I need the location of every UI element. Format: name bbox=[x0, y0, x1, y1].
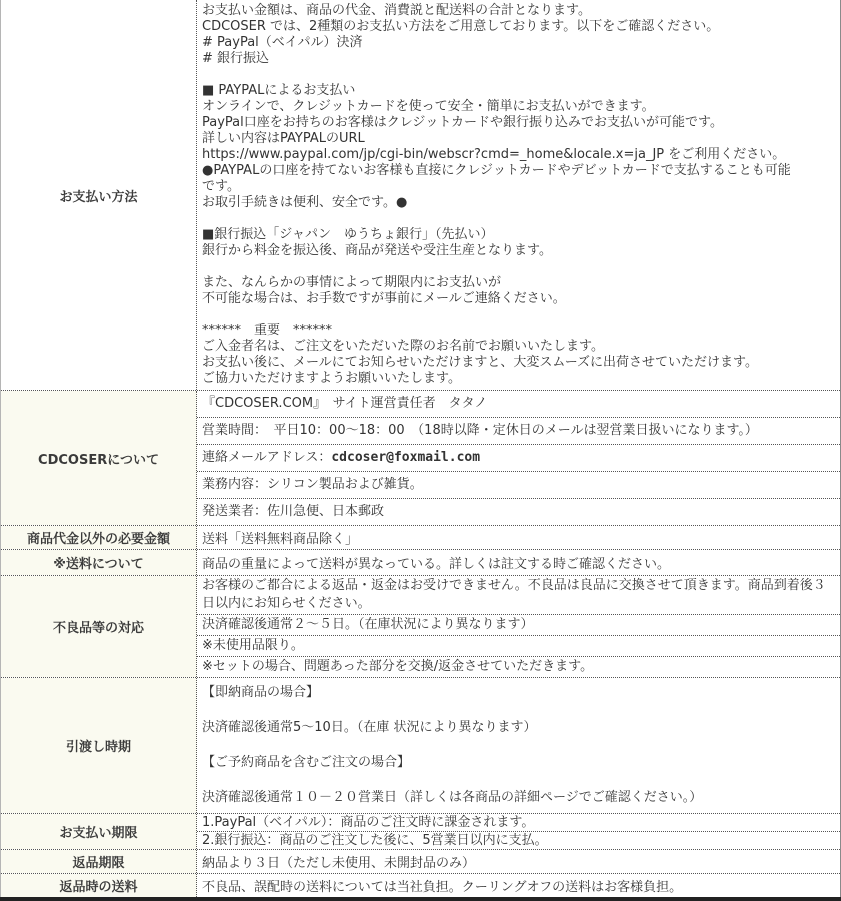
text-line bbox=[202, 737, 838, 755]
text-line: # 銀行振込 bbox=[202, 51, 270, 66]
text-line bbox=[202, 211, 838, 227]
text-line: また、なんらかの事情によって期限内にお支払いが bbox=[202, 275, 502, 290]
row-shipping-note bbox=[1, 549, 840, 575]
text-line: ■銀行振込「ジャパン ゆうちょ銀行」（先払い） bbox=[202, 227, 494, 242]
text-line: ご入金者名は、ご注文をいただいた際のお名前でお願いいたします。 bbox=[202, 339, 604, 354]
delivery-time-content bbox=[197, 678, 840, 813]
business-content-line: 業務内容：シリコン製品および雑貨。 bbox=[197, 471, 840, 498]
row-about-cdcoser bbox=[1, 390, 840, 525]
return-deadline-label: 返品期限 bbox=[1, 850, 197, 873]
shipping-note-content: 商品の重量によって送料が異なっている。詳しくは註文する時ご確認ください。 bbox=[202, 557, 671, 572]
text-line: ご協力いただけますようお願いいたします。 bbox=[202, 371, 461, 386]
text-line: 詳しい内容はPAYPALのURL bbox=[202, 131, 365, 146]
payment-deadline-label: お支払い期限 bbox=[1, 814, 197, 849]
payment-method-label: お支払い方法 bbox=[1, 0, 197, 390]
row-payment-method bbox=[1, 0, 840, 390]
text-line bbox=[202, 772, 838, 790]
defective-items-label: 不良品等の対応 bbox=[1, 576, 197, 677]
return-deadline-content: 納品より３日（ただし未使用、未開封品のみ） bbox=[202, 855, 476, 871]
payment-deadline-content bbox=[197, 814, 840, 849]
text-line: ■ PAYPALによるお支払い bbox=[202, 83, 356, 98]
payment-method-content bbox=[197, 0, 840, 390]
text-line: お支払い後に、メールにてお知らせいただけますと、大変スムーズに出荷させていただけます。 bbox=[202, 355, 759, 370]
text-line: 銀行から料金を振込後、商品が発送や受注生産となります。 bbox=[202, 243, 552, 258]
contact-email-address: cdcoser@foxmail.com bbox=[331, 450, 481, 465]
text-line: お客様のご都合による返品・返金はお受けできません。不良品は良品に交換させて頂きます。商品到着後３日以内にお知らせください。 bbox=[202, 578, 826, 611]
text-line bbox=[202, 259, 838, 275]
text-line: https://www.paypal.com/jp/cgi-bin/webscr?cmd=_home&locale.x=ja_JP をご利用ください。 bbox=[202, 147, 786, 162]
return-shipping-content: 不良品、誤配時の送料については当社負担。クーリングオフの送料はお客様負担。 bbox=[202, 879, 683, 895]
text-line: 【ご予約商品を含むご注文の場合】 bbox=[202, 755, 411, 770]
business-hours-line: 営業時間： 平日10：00～18：00 （18時以降・定休日のメールは翌営業日扱いになります。） bbox=[197, 417, 840, 444]
text-line bbox=[202, 702, 838, 720]
text-line: お支払い金額は、商品の代金、消費説と配送料の合計となります。 bbox=[202, 3, 591, 18]
row-extra-fees bbox=[1, 525, 840, 549]
text-line: ※未使用品限り。 bbox=[197, 635, 840, 656]
text-line: です。 bbox=[202, 179, 240, 194]
row-payment-deadline bbox=[1, 813, 840, 849]
delivery-time-label: 引渡し時期 bbox=[1, 678, 197, 813]
text-line: 1.PayPal（ベイパル）：商品のご注文時に課金されます。 bbox=[202, 814, 535, 830]
text-line: 決済確認後通常5～10日。（在庫 状況により異なります） bbox=[202, 720, 537, 735]
text-line: 【即納商品の場合】 bbox=[202, 685, 320, 700]
text-line bbox=[202, 67, 838, 83]
text-line: 不可能な場合は、お手数ですが事前にメールご連絡ください。 bbox=[202, 291, 566, 306]
shipping-note-label: ※送料について bbox=[1, 550, 197, 575]
about-cdcoser-label: CDCOSERについて bbox=[1, 391, 197, 525]
text-line: ※セットの場合、問題あった部分を交換/返金させていただきます。 bbox=[197, 656, 840, 677]
row-defective-items bbox=[1, 575, 840, 677]
extra-fees-content: 送料「送料無料商品除く」 bbox=[202, 532, 359, 547]
shipping-carrier-line: 発送業者：佐川急便、日本郵政 bbox=[197, 498, 840, 525]
text-line: 2.銀行振込：商品のご注文した後に、5営業日以内に支払。 bbox=[197, 831, 840, 849]
text-line: PayPal口座をお持ちのお客様はクレジットカードや銀行振り込みでお支払いが可能です。 bbox=[202, 115, 723, 130]
text-line: CDCOSER では、2種類のお支払い方法をご用意しております。以下をご確認ください。 bbox=[202, 19, 720, 34]
row-delivery-time bbox=[1, 677, 840, 813]
text-line: ****** 重要 ****** bbox=[202, 323, 333, 338]
text-line: 決済確認後通常２～５日。（在庫状況により異なります） bbox=[197, 614, 840, 635]
text-line: # PayPal（ベイパル）決済 bbox=[202, 35, 363, 50]
bottom-divider-bar bbox=[0, 897, 841, 901]
text-line: オンラインで、クレジットカードを使って安全・簡単にお支払いができます。 bbox=[202, 99, 655, 114]
contact-email-prefix: 連絡メールアドレス： bbox=[202, 450, 332, 465]
about-cdcoser-content bbox=[197, 391, 840, 525]
contact-email-line bbox=[197, 444, 840, 471]
row-return-deadline bbox=[1, 849, 840, 873]
extra-fees-label: 商品代金以外の必要金額 bbox=[1, 526, 197, 549]
return-shipping-label: 返品時の送料 bbox=[1, 874, 197, 897]
row-return-shipping bbox=[1, 873, 840, 897]
text-line: お取引手続きは便利、安全です。● bbox=[202, 195, 408, 210]
text-line bbox=[202, 307, 838, 323]
text-line: ●PAYPALの口座を持てないお客様も直接にクレジットカードやデビットカードで支払することも可能 bbox=[202, 163, 791, 178]
text-line: 決済確認後通常１０－２０営業日（詳しくは各商品の詳細ページでご確認ください。） bbox=[202, 790, 703, 805]
site-operator-line: 『CDCOSER.COM』 サイト運営責任者 タタノ bbox=[202, 396, 488, 411]
defective-items-content bbox=[197, 576, 840, 677]
